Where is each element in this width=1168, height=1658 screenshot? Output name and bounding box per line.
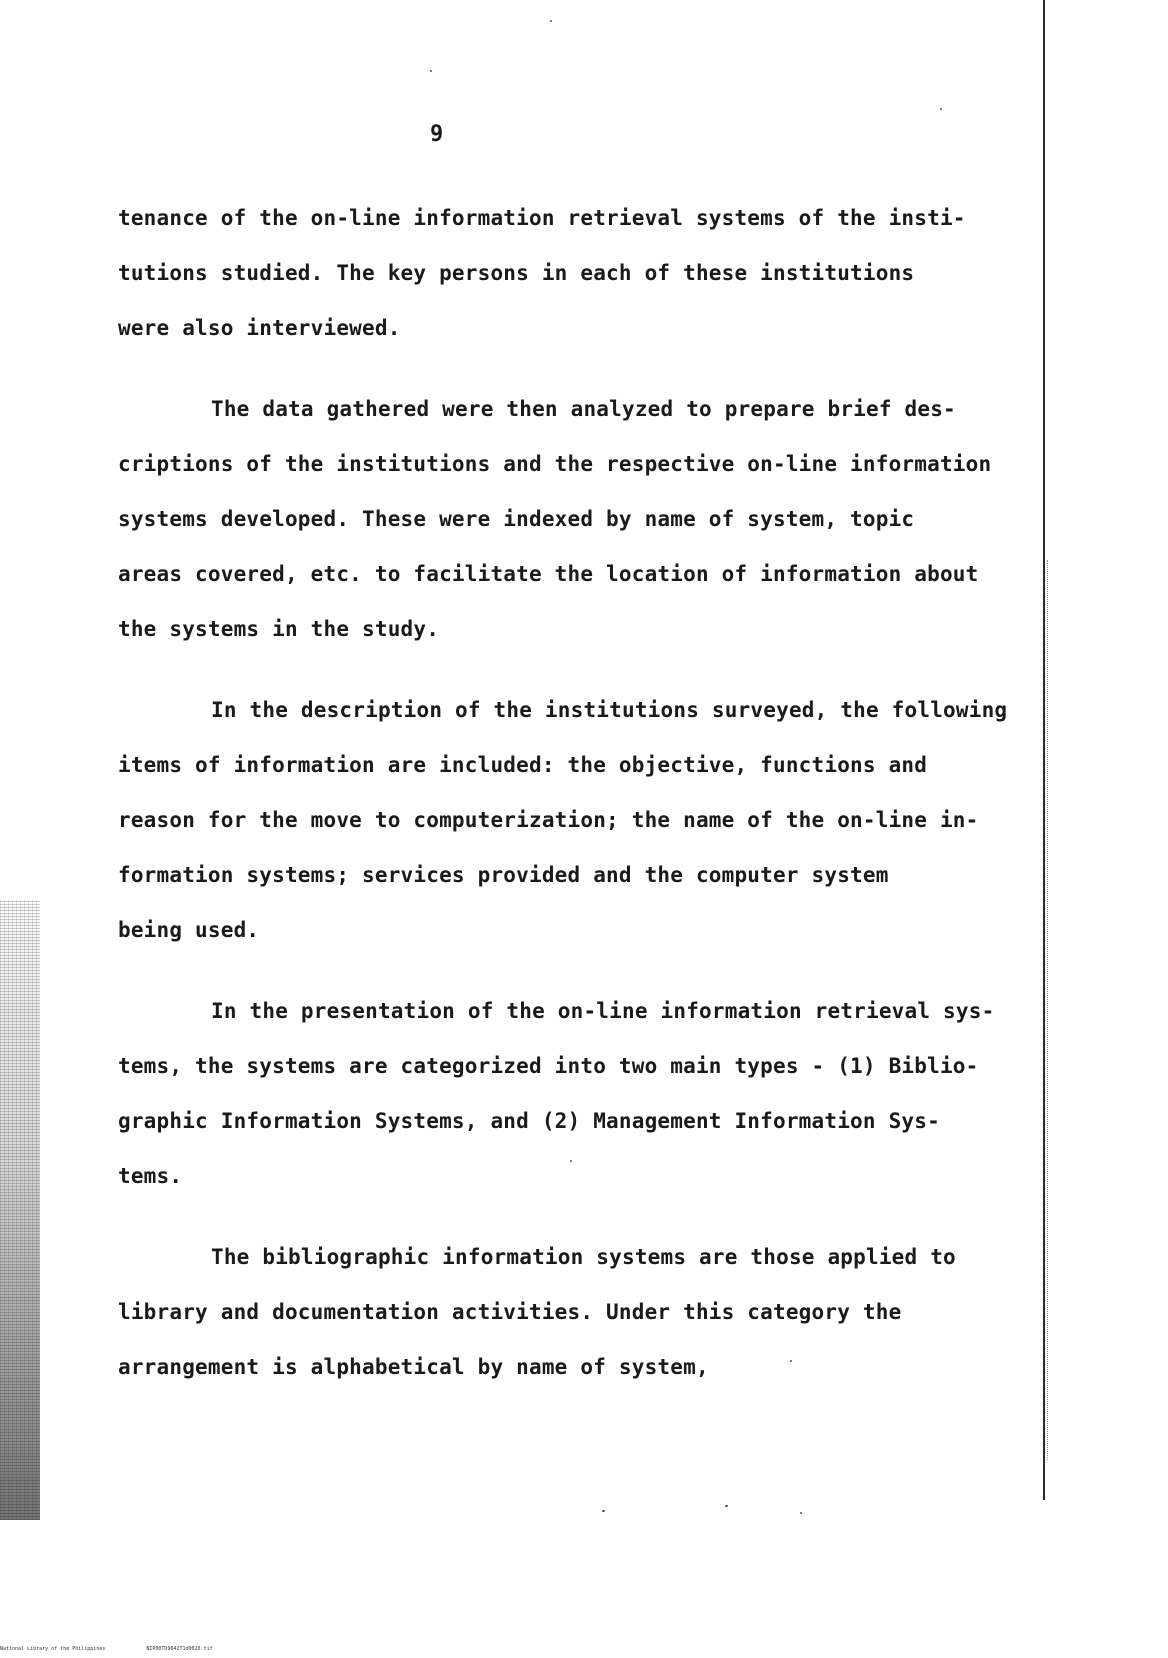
text-line: graphic Information Systems, and (2) Management Information Sys- [118, 1109, 940, 1133]
text-line: tems. [118, 1164, 183, 1188]
paragraph-4 [118, 993, 1038, 1213]
body-text [118, 200, 1038, 1404]
text-line: tutions studied. The key persons in each of these institutions [118, 261, 915, 285]
paragraph-1 [118, 200, 1038, 365]
scan-edge-noise [0, 900, 40, 1520]
text-line: the systems in the study. [118, 617, 440, 641]
scan-speck [602, 1510, 605, 1512]
footer-source: National Library of the Philippines [0, 1646, 106, 1652]
scan-speck [725, 1505, 728, 1507]
page-edge-line [1043, 0, 1045, 1500]
text-line: The bibliographic information systems are those applied to [211, 1245, 956, 1269]
page-edge-dotted-line [1047, 560, 1049, 1460]
text-line: In the description of the institutions surveyed, the following [211, 698, 1008, 722]
scan-speck [430, 70, 432, 72]
text-line: In the presentation of the on-line information retrieval sys- [211, 999, 995, 1023]
paragraph-2 [118, 391, 1038, 666]
text-line: library and documentation activities. Under this category the [118, 1300, 902, 1324]
text-line: systems developed. These were indexed by name of system, topic [118, 507, 915, 531]
text-line: were also interviewed. [118, 316, 401, 340]
scan-speck [800, 1512, 802, 1514]
text-line: reason for the move to computerization; the name of the on-line in- [118, 808, 979, 832]
text-line: criptions of the institutions and the respective on-line information [118, 452, 992, 476]
text-line: arrangement is alphabetical by name of system, [118, 1355, 709, 1379]
text-line: formation systems; services provided and the computer system [118, 863, 889, 887]
scan-speck [550, 20, 552, 22]
text-line: being used. [118, 918, 260, 942]
text-line: tenance of the on-line information retrieval systems of the insti- [118, 206, 966, 230]
page-number: 9 [430, 122, 444, 147]
text-line: items of information are included: the objective, functions and [118, 753, 928, 777]
paragraph-5 [118, 1239, 1038, 1404]
scan-speck [940, 108, 942, 110]
scan-footer [0, 1646, 400, 1652]
text-line: areas covered, etc. to facilitate the location of information about [118, 562, 979, 586]
paragraph-3 [118, 692, 1038, 967]
text-line: The data gathered were then analyzed to prepare brief des- [211, 397, 956, 421]
footer-file: NIP00TD9642T1d0020.tif [146, 1646, 213, 1652]
text-line: tems, the systems are categorized into two main types - (1) Biblio- [118, 1054, 979, 1078]
